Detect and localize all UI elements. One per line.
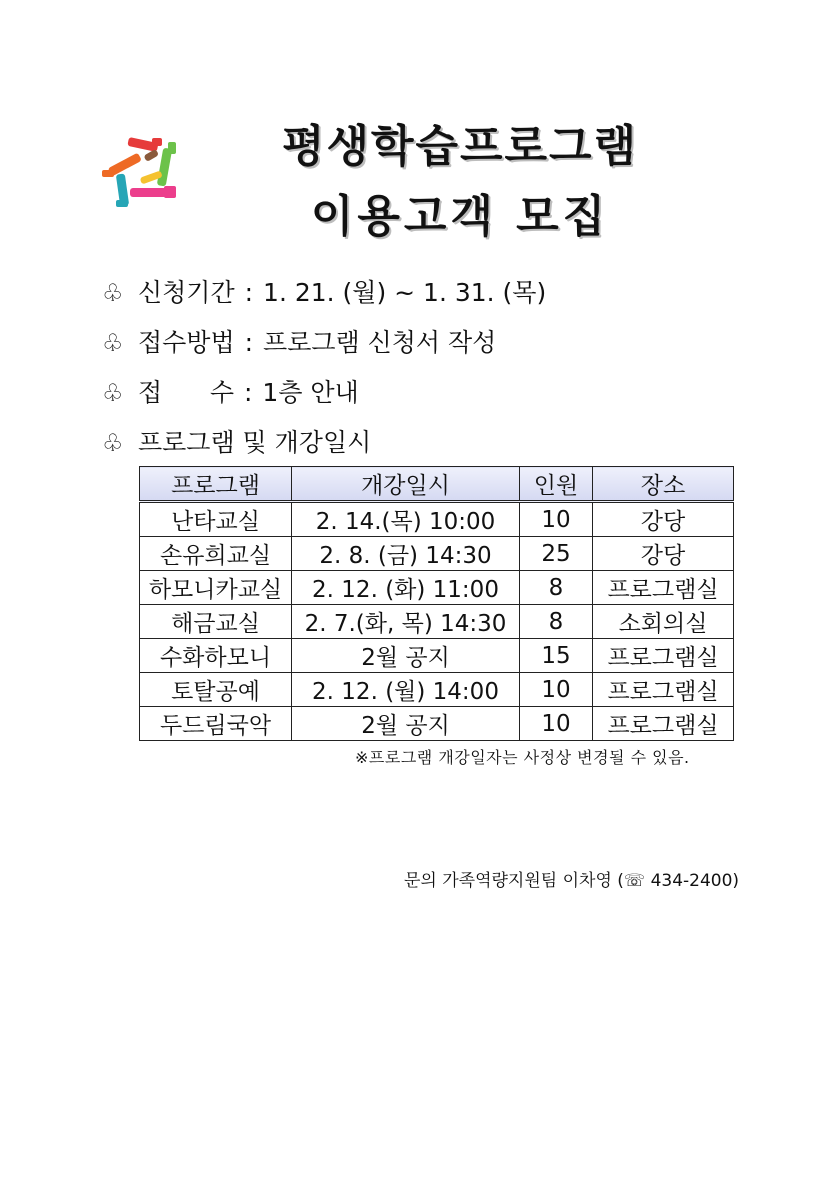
cell-capacity: 10 <box>520 707 593 741</box>
table-row <box>140 707 734 741</box>
contact-info: 문의 가족역량지원팀 이차영 (☏ 434-2400) <box>404 871 740 891</box>
cell-program: 두드림국악 <box>140 707 292 741</box>
club-icon: ♧ <box>102 279 124 307</box>
info-value: 1. 21. (월) ~ 1. 31. (목) <box>263 278 547 307</box>
cell-capacity: 8 <box>520 605 593 639</box>
info-application-period <box>102 278 546 308</box>
table-row <box>140 639 734 673</box>
cell-start-date: 2월 공지 <box>292 707 520 741</box>
cell-capacity: 8 <box>520 571 593 605</box>
club-icon: ♧ <box>102 379 124 407</box>
info-label: 접 수 <box>138 378 234 407</box>
cell-start-date: 2. 12. (화) 11:00 <box>292 571 520 605</box>
cell-program: 하모니카교실 <box>140 571 292 605</box>
cell-location: 강당 <box>593 502 734 537</box>
cell-program: 난타교실 <box>140 502 292 537</box>
club-icon: ♧ <box>102 429 124 457</box>
hands-circle-logo-icon <box>100 130 185 215</box>
info-value: 프로그램 신청서 작성 <box>263 328 497 357</box>
cell-start-date: 2월 공지 <box>292 639 520 673</box>
table-row <box>140 673 734 707</box>
info-label: 프로그램 및 개강일시 <box>138 428 372 457</box>
info-value: 1층 안내 <box>262 378 359 407</box>
cell-start-date: 2. 14.(목) 10:00 <box>292 502 520 537</box>
info-label: 접수방법 <box>138 328 235 357</box>
cell-location: 강당 <box>593 537 734 571</box>
page-title-line1: 평생학습프로그램 <box>281 121 639 172</box>
info-application-method <box>102 328 496 358</box>
page-title-line2: 이용고객 모집 <box>310 191 610 242</box>
column-header-start-date: 개강일시 <box>292 467 520 502</box>
cell-capacity: 25 <box>520 537 593 571</box>
cell-capacity: 15 <box>520 639 593 673</box>
cell-location: 프로그램실 <box>593 639 734 673</box>
column-header-location: 장소 <box>593 467 734 502</box>
table-row <box>140 537 734 571</box>
cell-start-date: 2. 8. (금) 14:30 <box>292 537 520 571</box>
table-row <box>140 502 734 537</box>
info-label: 신청기간 <box>138 278 235 307</box>
cell-start-date: 2. 12. (월) 14:00 <box>292 673 520 707</box>
program-schedule-table <box>139 466 734 741</box>
cell-program: 수화하모니 <box>140 639 292 673</box>
cell-location: 프로그램실 <box>593 707 734 741</box>
info-reception <box>102 378 359 408</box>
cell-location: 소회의실 <box>593 605 734 639</box>
cell-program: 손유희교실 <box>140 537 292 571</box>
table-row <box>140 605 734 639</box>
info-separator: : <box>243 378 253 407</box>
cell-location: 프로그램실 <box>593 673 734 707</box>
schedule-change-note: ※프로그램 개강일자는 사정상 변경될 수 있음. <box>355 748 690 767</box>
cell-capacity: 10 <box>520 502 593 537</box>
cell-program: 토탈공예 <box>140 673 292 707</box>
info-separator: : <box>244 328 254 357</box>
table-row <box>140 571 734 605</box>
cell-program: 해금교실 <box>140 605 292 639</box>
cell-start-date: 2. 7.(화, 목) 14:30 <box>292 605 520 639</box>
info-separator: : <box>244 278 254 307</box>
info-program-schedule-heading <box>102 428 371 458</box>
column-header-capacity: 인원 <box>520 467 593 502</box>
cell-capacity: 10 <box>520 673 593 707</box>
table-header-row <box>140 467 734 502</box>
cell-location: 프로그램실 <box>593 571 734 605</box>
column-header-program: 프로그램 <box>140 467 292 502</box>
club-icon: ♧ <box>102 329 124 357</box>
